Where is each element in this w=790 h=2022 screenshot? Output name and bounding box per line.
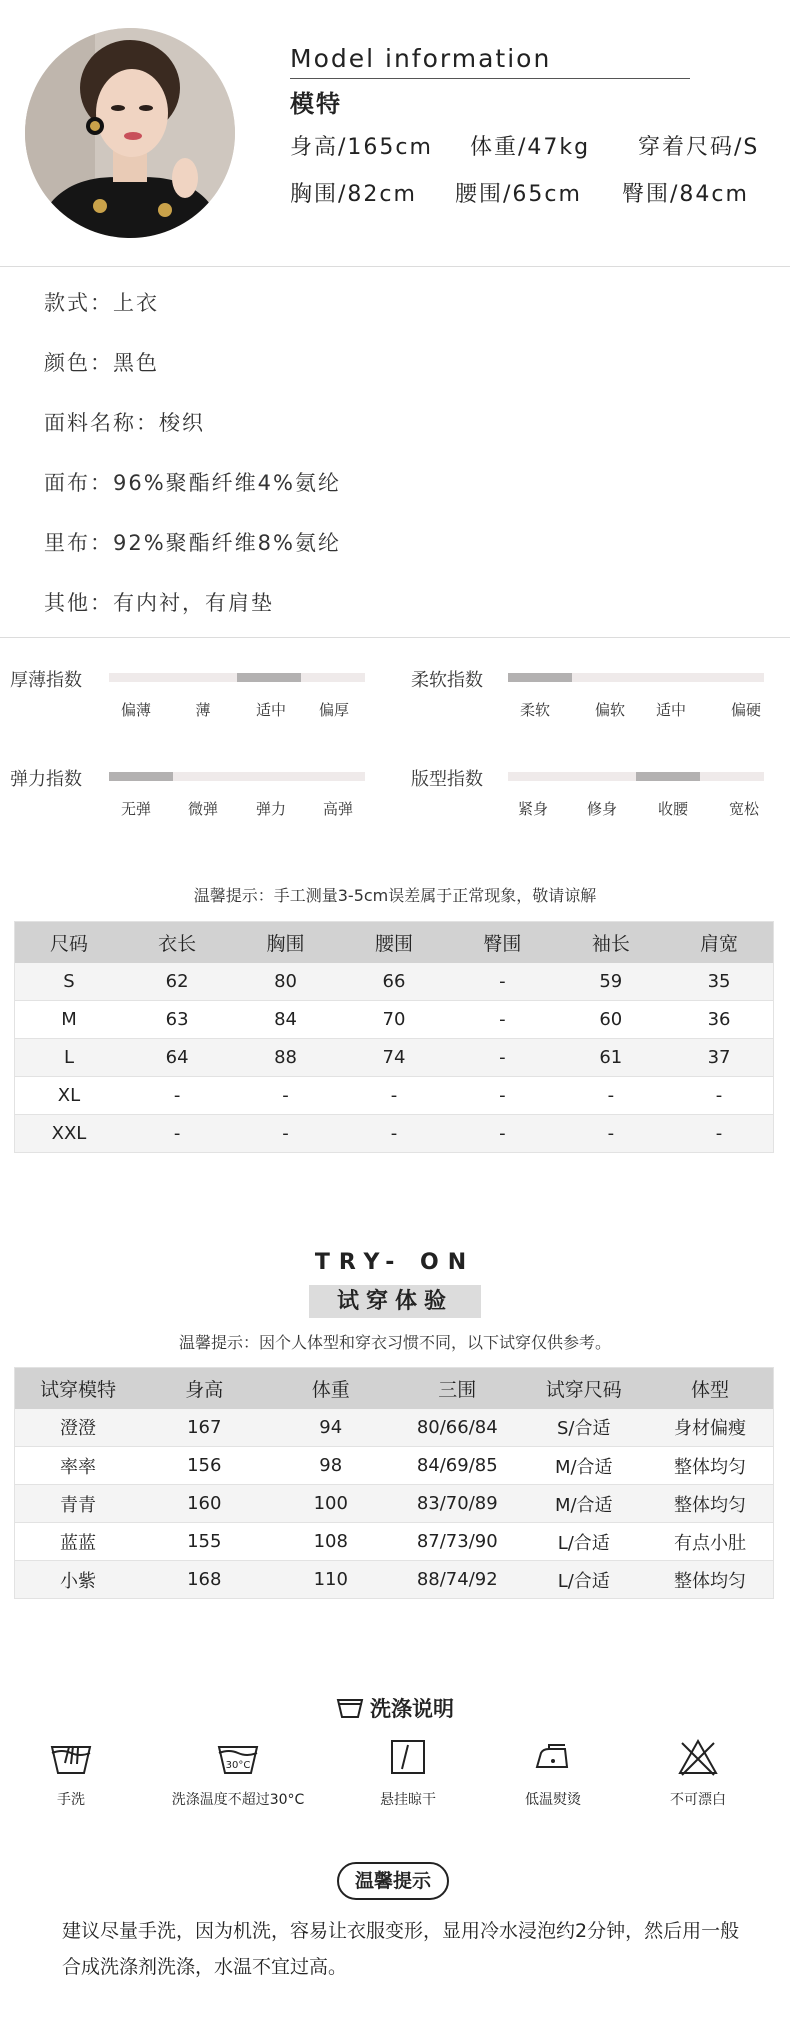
hang-dry-icon xyxy=(386,1737,430,1777)
model-height: 身高/165cm xyxy=(290,135,433,160)
model-waist: 腰围/65cm xyxy=(455,182,582,207)
attr-color: 颜色：黑色 xyxy=(44,351,159,375)
table-cell: 110 xyxy=(268,1561,395,1599)
table-cell: - xyxy=(557,1115,665,1153)
wash-item-30c xyxy=(158,1737,318,1809)
table-cell: - xyxy=(448,1115,556,1153)
tryon-col-header: 身高 xyxy=(141,1368,268,1409)
index-fit-label: 版型指数 xyxy=(411,769,483,790)
table-cell: - xyxy=(665,1115,773,1153)
table-cell: 84 xyxy=(231,1001,339,1039)
table-cell: 70 xyxy=(340,1001,448,1039)
tryon-table-body xyxy=(15,1409,774,1599)
wash-caption: 不可漂白 xyxy=(670,1792,726,1808)
table-cell: - xyxy=(123,1115,231,1153)
table-cell: L xyxy=(15,1039,123,1077)
index-softness-track xyxy=(508,673,764,682)
index-tick: 弹力 xyxy=(255,800,287,818)
table-cell: 98 xyxy=(268,1447,395,1485)
index-tick: 微弹 xyxy=(187,800,219,818)
table-cell: 率率 xyxy=(15,1447,142,1485)
index-tick: 偏薄 xyxy=(120,701,152,719)
table-cell: 156 xyxy=(141,1447,268,1485)
table-cell: 83/70/89 xyxy=(394,1485,521,1523)
index-elasticity-fill xyxy=(109,772,173,781)
tryon-table-row xyxy=(15,1447,774,1485)
table-cell: 有点小肚 xyxy=(647,1523,774,1561)
wash-caption: 悬挂晾干 xyxy=(380,1792,436,1808)
table-cell: 167 xyxy=(141,1409,268,1447)
table-cell: 94 xyxy=(268,1409,395,1447)
table-cell: - xyxy=(231,1077,339,1115)
attr-outer-fabric: 面布：96%聚酯纤维4%氨纶 xyxy=(44,471,341,495)
wash-temp-badge: 30°C xyxy=(225,1760,251,1771)
table-cell: - xyxy=(123,1077,231,1115)
index-softness-fill xyxy=(508,673,572,682)
attr-fabric-name: 面料名称：梭织 xyxy=(44,411,205,435)
wash-caption: 低温熨烫 xyxy=(525,1792,581,1808)
size-col-header: 衣长 xyxy=(123,922,231,963)
wash-caption: 手洗 xyxy=(57,1792,85,1808)
table-cell: 59 xyxy=(557,963,665,1001)
index-thickness-track xyxy=(109,673,365,682)
table-cell: S/合适 xyxy=(521,1409,648,1447)
index-tick: 高弹 xyxy=(322,800,354,818)
size-col-header: 袖长 xyxy=(557,922,665,963)
model-title-rule xyxy=(290,78,690,79)
tryon-col-header: 试穿模特 xyxy=(15,1368,142,1409)
basin-icon xyxy=(336,1697,364,1724)
hand-wash-icon xyxy=(49,1737,93,1777)
wash-item-hang-dry xyxy=(328,1737,488,1809)
table-cell: M/合适 xyxy=(521,1485,648,1523)
index-tick: 薄 xyxy=(195,701,211,719)
tryon-table xyxy=(14,1367,774,1599)
wash-30-icon xyxy=(216,1737,260,1777)
model-size: 穿着尺码/S xyxy=(638,135,760,160)
no-bleach-icon xyxy=(676,1737,720,1777)
table-cell: 88 xyxy=(231,1039,339,1077)
tryon-col-header: 体重 xyxy=(268,1368,395,1409)
tryon-table-row xyxy=(15,1523,774,1561)
size-table-header xyxy=(15,922,774,963)
table-cell: 66 xyxy=(340,963,448,1001)
model-hip: 臀围/84cm xyxy=(622,182,749,207)
index-tick: 紧身 xyxy=(517,800,549,818)
table-cell: 蓝蓝 xyxy=(15,1523,142,1561)
size-table-row xyxy=(15,1001,774,1039)
index-tick: 适中 xyxy=(255,701,287,719)
index-tick: 柔软 xyxy=(519,701,551,719)
tryon-table-header xyxy=(15,1368,774,1409)
size-note: 温馨提示：手工测量3-5cm误差属于正常现象，敬请谅解 xyxy=(193,886,597,905)
tryon-table-row xyxy=(15,1485,774,1523)
index-tick: 宽松 xyxy=(728,800,760,818)
table-cell: - xyxy=(448,1077,556,1115)
table-cell: 63 xyxy=(123,1001,231,1039)
index-elasticity-track xyxy=(109,772,365,781)
tryon-title-en: TRY- ON xyxy=(314,1250,476,1275)
size-col-header: 胸围 xyxy=(231,922,339,963)
washing-title xyxy=(0,1693,790,1724)
table-cell: - xyxy=(340,1115,448,1153)
table-cell: 小紫 xyxy=(15,1561,142,1599)
model-weight: 体重/47kg xyxy=(470,135,591,160)
table-cell: 62 xyxy=(123,963,231,1001)
index-elasticity-label: 弹力指数 xyxy=(10,769,82,790)
table-cell: 155 xyxy=(141,1523,268,1561)
table-cell: 80 xyxy=(231,963,339,1001)
size-table-row xyxy=(15,963,774,1001)
table-cell: - xyxy=(448,963,556,1001)
index-softness-label: 柔软指数 xyxy=(411,670,483,691)
index-tick: 偏厚 xyxy=(318,701,350,719)
table-cell: - xyxy=(231,1115,339,1153)
tip-title: 温馨提示 xyxy=(337,1862,449,1900)
section-divider xyxy=(0,266,790,267)
table-cell: 108 xyxy=(268,1523,395,1561)
size-table-row xyxy=(15,1077,774,1115)
size-table-row xyxy=(15,1039,774,1077)
size-col-header: 尺码 xyxy=(15,922,123,963)
model-avatar xyxy=(25,28,235,238)
table-cell: 36 xyxy=(665,1001,773,1039)
wash-item-no-bleach xyxy=(618,1737,778,1809)
table-cell: XXL xyxy=(15,1115,123,1153)
table-cell: S xyxy=(15,963,123,1001)
tryon-col-header: 三围 xyxy=(394,1368,521,1409)
attr-style: 款式：上衣 xyxy=(44,291,159,315)
table-cell: 青青 xyxy=(15,1485,142,1523)
table-cell: 身材偏瘦 xyxy=(647,1409,774,1447)
table-cell: - xyxy=(448,1039,556,1077)
table-cell: 74 xyxy=(340,1039,448,1077)
size-table-body xyxy=(15,963,774,1153)
tryon-table-row xyxy=(15,1409,774,1447)
model-subtitle: 模特 xyxy=(290,90,342,118)
index-tick: 收腰 xyxy=(657,800,689,818)
table-cell: L/合适 xyxy=(521,1561,648,1599)
size-col-header: 臀围 xyxy=(448,922,556,963)
index-tick: 修身 xyxy=(586,800,618,818)
table-cell: M xyxy=(15,1001,123,1039)
wash-caption: 洗涤温度不超过30°C xyxy=(171,1792,305,1808)
index-fit-fill xyxy=(636,772,700,781)
table-cell: - xyxy=(448,1001,556,1039)
table-cell: 88/74/92 xyxy=(394,1561,521,1599)
table-cell: 80/66/84 xyxy=(394,1409,521,1447)
tryon-table-row xyxy=(15,1561,774,1599)
table-cell: 84/69/85 xyxy=(394,1447,521,1485)
wash-item-hand-wash xyxy=(0,1737,151,1809)
tryon-note: 温馨提示：因个人体型和穿衣习惯不同，以下试穿仅供参考。 xyxy=(178,1333,611,1352)
tip-text: 建议尽量手洗，因为机洗，容易让衣服变形，显用冷水浸泡约2分钟，然后用一般合成洗涤剂洗涤，水温不宜过高。 xyxy=(62,1920,740,1978)
size-table xyxy=(14,921,774,1153)
tryon-title-cn: 试穿体验 xyxy=(309,1285,481,1318)
model-info-section xyxy=(0,0,790,266)
table-cell: 37 xyxy=(665,1039,773,1077)
table-cell: 整体均匀 xyxy=(647,1447,774,1485)
table-cell: - xyxy=(665,1077,773,1115)
low-iron-icon xyxy=(531,1737,575,1777)
table-cell: 整体均匀 xyxy=(647,1485,774,1523)
size-col-header: 腰围 xyxy=(340,922,448,963)
size-table-row xyxy=(15,1115,774,1153)
index-tick: 偏硬 xyxy=(730,701,762,719)
attr-other: 其他：有内衬，有肩垫 xyxy=(44,591,274,615)
table-cell: 35 xyxy=(665,963,773,1001)
index-thickness-fill xyxy=(237,673,301,682)
table-cell: - xyxy=(340,1077,448,1115)
index-tick: 适中 xyxy=(655,701,687,719)
table-cell: L/合适 xyxy=(521,1523,648,1561)
index-tick: 偏软 xyxy=(594,701,626,719)
table-cell: 64 xyxy=(123,1039,231,1077)
model-title: Model information xyxy=(290,44,552,73)
table-cell: 整体均匀 xyxy=(647,1561,774,1599)
table-cell: XL xyxy=(15,1077,123,1115)
index-thickness-label: 厚薄指数 xyxy=(10,670,82,691)
tryon-col-header: 试穿尺码 xyxy=(521,1368,648,1409)
attr-lining: 里布：92%聚酯纤维8%氨纶 xyxy=(44,531,341,555)
table-cell: - xyxy=(557,1077,665,1115)
table-cell: 61 xyxy=(557,1039,665,1077)
washing-title-text: 洗涤说明 xyxy=(370,1697,454,1721)
table-cell: M/合适 xyxy=(521,1447,648,1485)
table-cell: 100 xyxy=(268,1485,395,1523)
size-col-header: 肩宽 xyxy=(665,922,773,963)
model-bust: 胸围/82cm xyxy=(290,182,417,207)
model-portrait-image xyxy=(25,28,235,238)
tryon-col-header: 体型 xyxy=(647,1368,774,1409)
table-cell: 87/73/90 xyxy=(394,1523,521,1561)
table-cell: 168 xyxy=(141,1561,268,1599)
section-divider xyxy=(0,637,790,638)
table-cell: 澄澄 xyxy=(15,1409,142,1447)
index-tick: 无弹 xyxy=(120,800,152,818)
index-fit-track xyxy=(508,772,764,781)
wash-item-low-iron xyxy=(473,1737,633,1809)
table-cell: 160 xyxy=(141,1485,268,1523)
table-cell: 60 xyxy=(557,1001,665,1039)
